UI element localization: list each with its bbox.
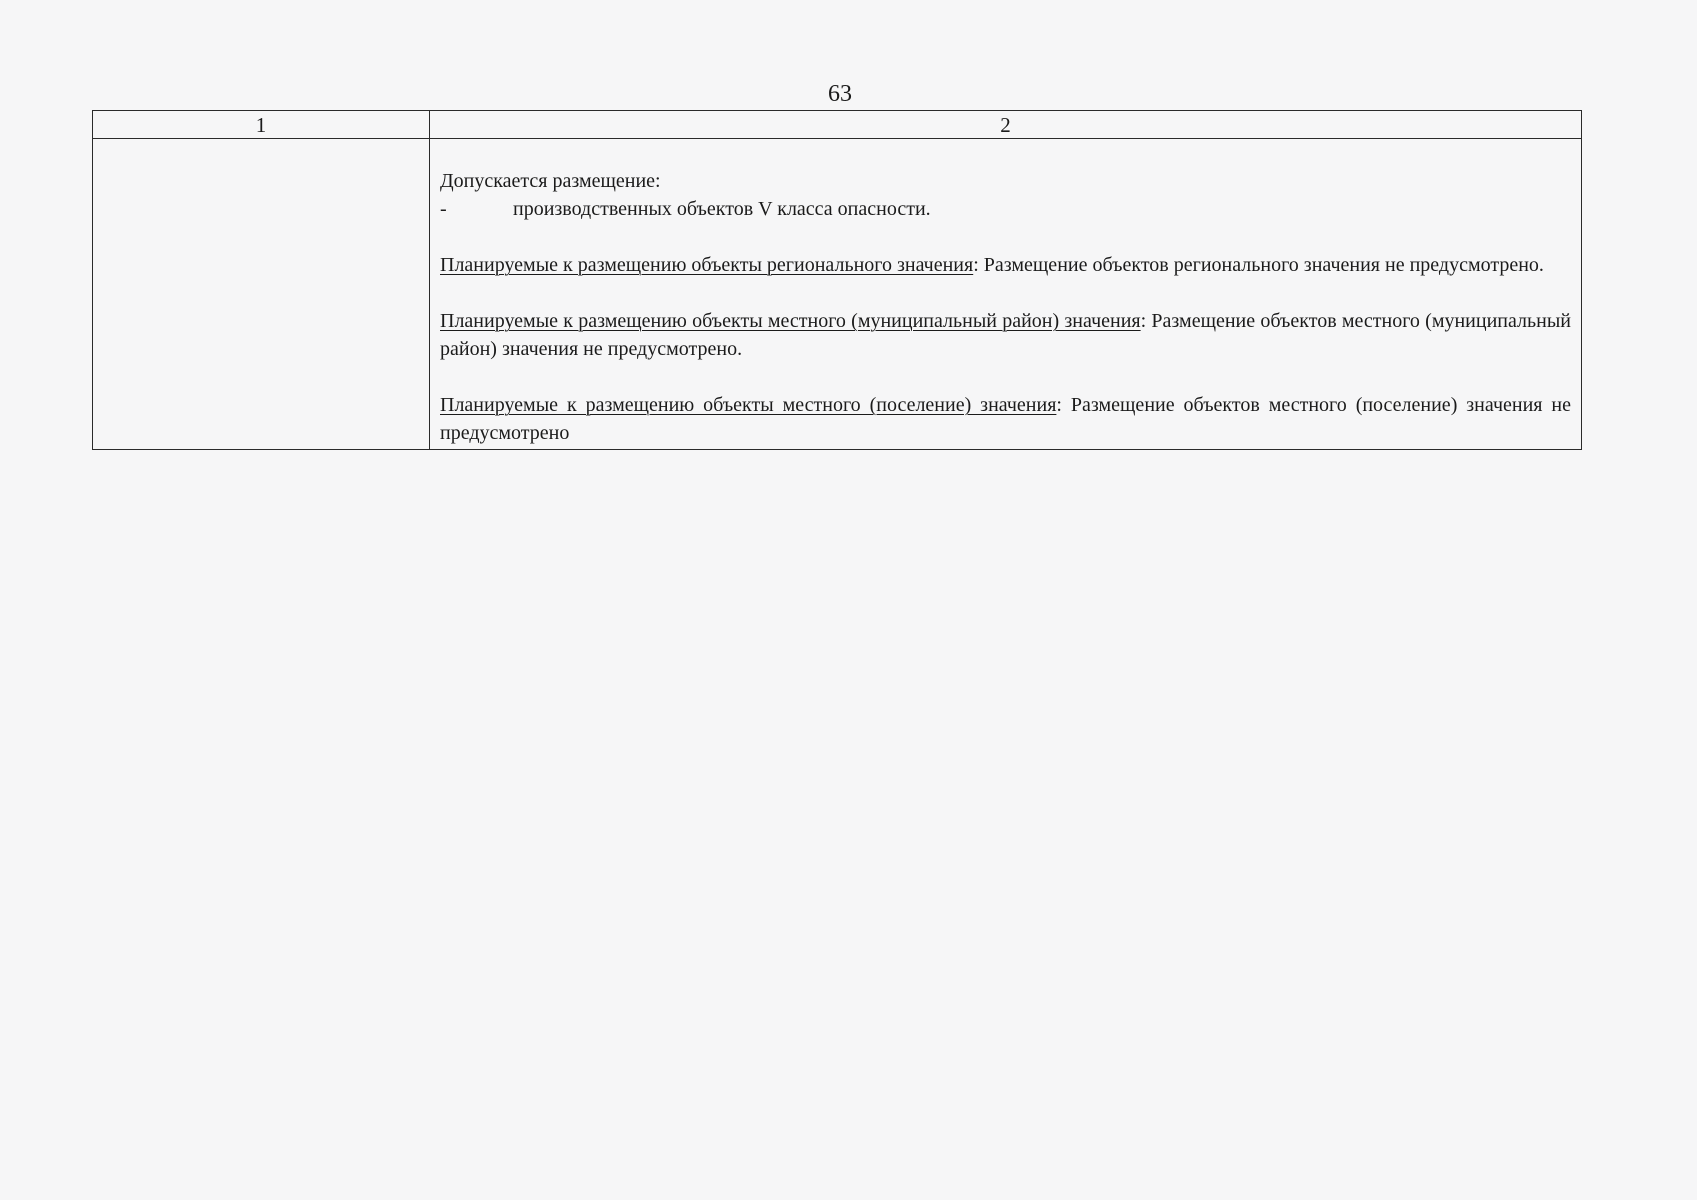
list-item: [440, 195, 1571, 223]
settlement-objects-heading: Планируемые к размещению объекты местного (поселение) значения: [440, 394, 1057, 416]
regional-objects-heading: Планируемые к размещению объекты регионального значения: [440, 254, 974, 276]
column-header-2: 2: [430, 111, 1582, 139]
page-number: 63: [828, 81, 852, 107]
district-objects-heading: Планируемые к размещению объекты местного (муниципальный район) значения: [440, 310, 1141, 332]
list-item-text: производственных объектов V класса опасности.: [513, 198, 931, 220]
district-objects-paragraph: [440, 307, 1571, 363]
regional-objects-paragraph: [440, 251, 1571, 279]
settlement-objects-paragraph: [440, 391, 1571, 447]
table-row: [93, 139, 1582, 450]
regional-objects-text: : Размещение объектов регионального значения не предусмотрено.: [973, 254, 1544, 276]
table-header-row: [93, 111, 1582, 139]
settlement-objects-text: : Размещение объектов местного (поселение) значения не предусмотрено: [440, 394, 1571, 444]
document-table: [92, 110, 1582, 450]
district-objects-text: : Размещение объектов местного (муниципальный район) значения не предусмотрено.: [440, 310, 1571, 360]
cell-column-2: [430, 139, 1582, 450]
column-header-1: 1: [93, 111, 430, 139]
cell-column-1: [93, 139, 430, 450]
intro-text: Допускается размещение:: [440, 170, 661, 192]
list-marker: -: [440, 198, 447, 220]
